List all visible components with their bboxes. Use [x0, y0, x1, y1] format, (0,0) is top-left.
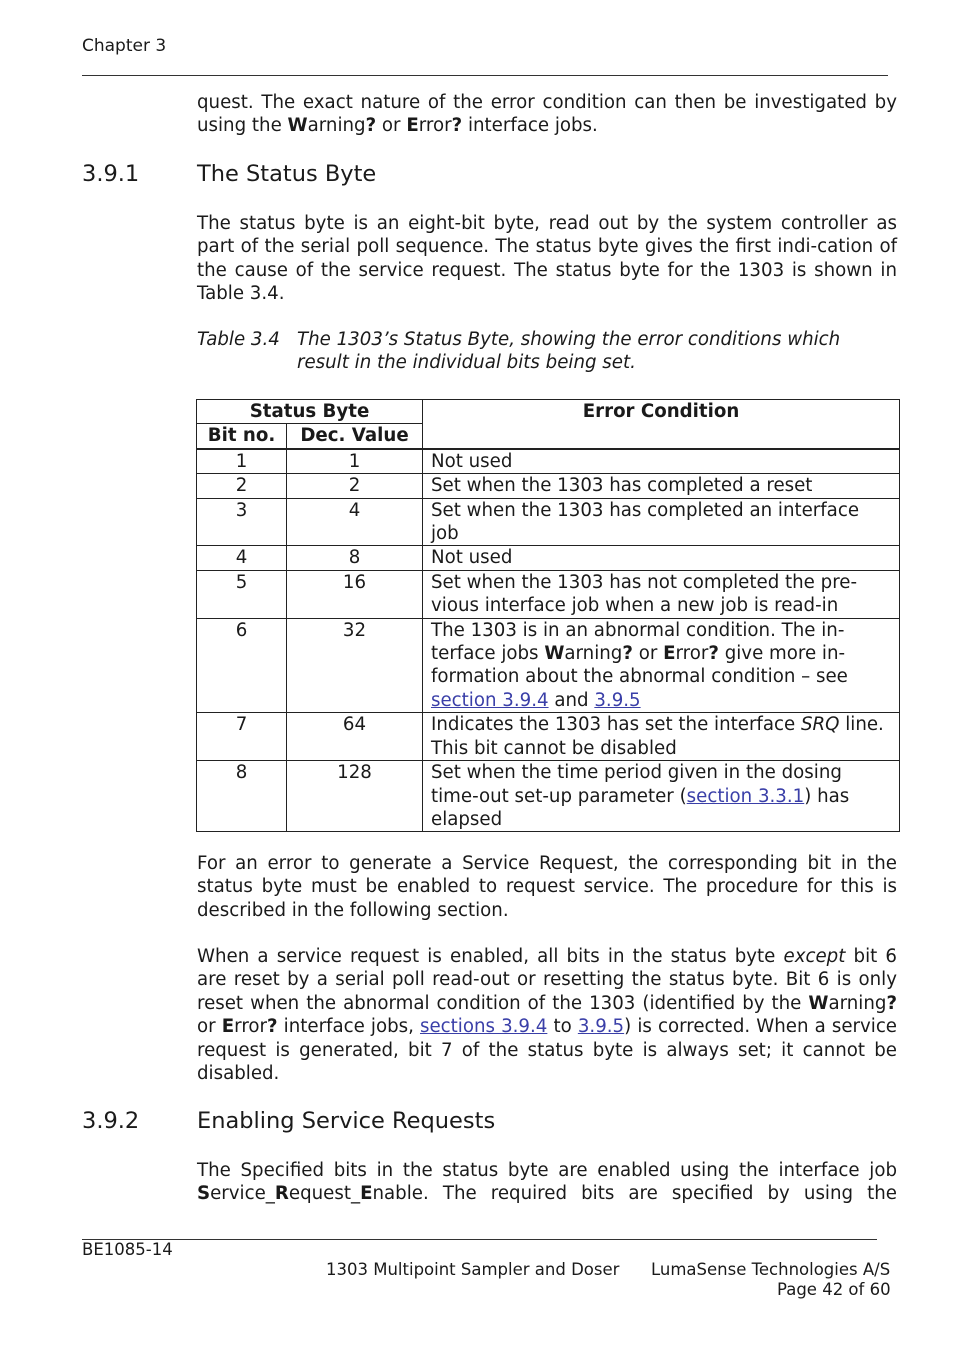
- table-row: 2 2 Set when the 1303 has completed a reset: [197, 474, 900, 498]
- header-dec-value: Dec. Value: [287, 424, 423, 449]
- header-status-byte: Status Byte: [197, 400, 423, 424]
- table-row: 6 32 The 1303 is in an abnormal condition. The in-terface jobs Warning? or Error? give more in-formation about the abnormal condition – see section 3.9.4 and 3.9.5: [197, 618, 900, 713]
- link-section-3-9-5[interactable]: 3.9.5: [594, 689, 641, 711]
- table-row: 8 128 Set when the time period given in the dosing time-out set-up parameter (section 3.3.1) has elapsed: [197, 761, 900, 832]
- header-rule: [82, 75, 888, 76]
- service-request-paragraph: For an error to generate a Service Request, the corresponding bit in the status byte must be enabled to request service. The procedure for this is described in the following section.: [197, 853, 897, 921]
- footer-product: 1303 Multipoint Sampler and Doser: [326, 1260, 620, 1279]
- table-row: 7 64 Indicates the 1303 has set the interface SRQ line. This bit cannot be disabled: [197, 713, 900, 761]
- table-caption: Table 3.4 The 1303’s Status Byte, showing the error conditions which result in the individual bits being set.: [197, 329, 841, 374]
- link-sections-3-9-4[interactable]: sections 3.9.4: [419, 1016, 548, 1038]
- footer-page-number: Page 42 of 60: [777, 1280, 891, 1299]
- enabling-paragraph: The Specified bits in the status byte are enabled using the interface job Service_Request_Enable. The required bits are specified by using the: [197, 1160, 897, 1205]
- footer-company: LumaSense Technologies A/S: [651, 1260, 891, 1279]
- status-byte-paragraph: The status byte is an eight-bit byte, read out by the system controller as part of the serial poll sequence. The status byte gives the first indi-cation of the cause of the service request. The status byte for the 1303 is shown in Table 3.4.: [197, 213, 897, 305]
- chapter-header: Chapter 3: [82, 36, 167, 56]
- link-section-3-3-1[interactable]: section 3.3.1: [686, 785, 805, 807]
- table-row: 4 8 Not used: [197, 546, 900, 570]
- table-row: 5 16 Set when the 1303 has not completed the pre-vious interface job when a new job is read-in: [197, 570, 900, 618]
- table-row: 3 4 Set when the 1303 has completed an interface job: [197, 498, 900, 546]
- reset-paragraph: When a service request is enabled, all bits in the status byte except bit 6 are reset by a serial poll read-out or resetting the status byte. Bit 6 is only reset when the abnormal condition of the 1303 (identified by the Warning? or Error? interface jobs, sections 3.9.4 to 3.9.5) is corrected. When a service request is generated, bit 7 of the status byte is always set; it cannot be disabled.: [197, 946, 898, 1085]
- intro-paragraph: quest. The exact nature of the error condition can then be investigated by using the Warning? or Error? interface jobs.: [197, 92, 897, 137]
- status-byte-table: [196, 399, 900, 832]
- header-error-condition: Error Condition: [423, 400, 900, 449]
- table-row: 1 1 Not used: [197, 449, 900, 474]
- footer-rule: [82, 1239, 877, 1240]
- header-bit-no: Bit no.: [197, 424, 287, 449]
- footer-doc-id: BE1085-14: [82, 1240, 173, 1259]
- link-section-3-9-4[interactable]: section 3.9.4: [431, 689, 549, 711]
- link-3-9-5[interactable]: 3.9.5: [577, 1016, 625, 1038]
